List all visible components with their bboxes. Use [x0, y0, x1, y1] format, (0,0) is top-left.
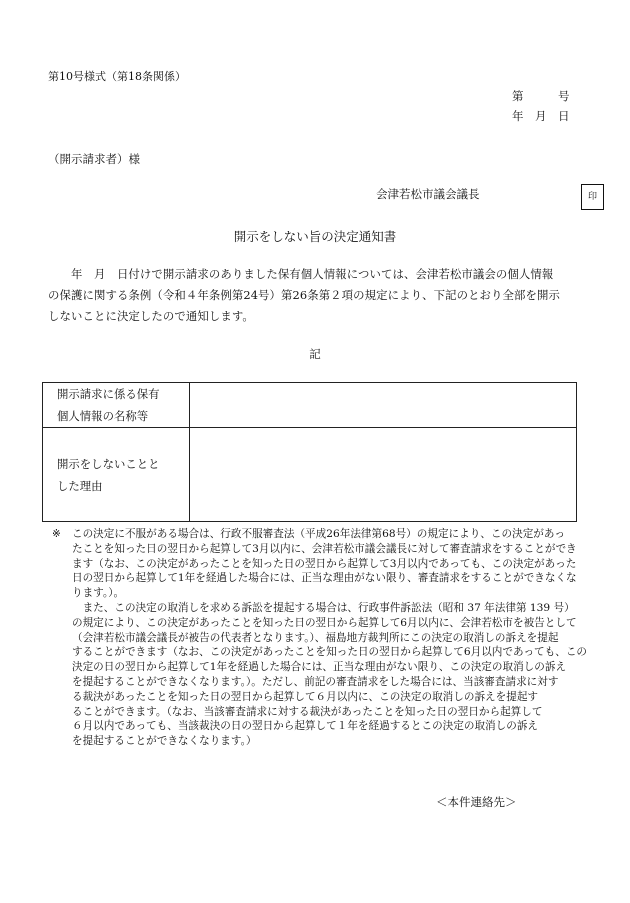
body-line: 年 月 日付けで開示請求のありました保有個人情報については、会津若松市議会の個人情報 — [48, 267, 554, 281]
row-value-info-name — [190, 383, 577, 428]
note-mark: ※ — [52, 528, 61, 540]
note-line: ることができます。（なお、当該審査請求に対する裁決があったことを知った日の翌日から起算して — [72, 705, 543, 718]
body-line: の保護に関する条例（令和４年条例第24号）第26条第２項の規定により、下記のとおり全部を開示 — [48, 288, 560, 302]
note-line: を提起することができなくなります。） — [72, 735, 257, 748]
seal-box: 印 — [581, 184, 604, 210]
label-line: 開示をしないことと — [57, 456, 160, 471]
ki-heading: 記 — [309, 347, 321, 361]
note-line: ６月以内であっても、当該裁決の日の翌日から起算して１年を経過するとこの決定の取消しの訴え — [72, 720, 539, 733]
table-row — [43, 428, 577, 522]
table-row — [43, 383, 577, 428]
note-line: （会津若松市議会議長が被告の代表者となります。）、福島地方裁判所にこの決定の取消しの訴えを提起 — [72, 631, 559, 644]
recipient-name: （開示請求者）様 — [48, 152, 140, 166]
appeal-note — [52, 527, 592, 749]
note-line: ます（なお、この決定があったことを知った日の翌日から起算して3月以内であっても、この決定があった — [72, 557, 577, 570]
note-line: ります。）。 — [72, 587, 125, 600]
row-label-reason — [43, 428, 190, 522]
info-table — [42, 382, 577, 522]
document-number: 第 号 — [512, 89, 570, 103]
note-body — [52, 527, 592, 749]
row-value-reason — [190, 428, 577, 522]
label-line: した理由 — [57, 478, 103, 493]
note-line: 決定の日の翌日から起算して1年を経過した場合には、正当な理由がない限り、この決定の取消しの訴え — [72, 661, 567, 674]
note-line: 日の翌日から起算して1年を経過した場合には、正当な理由がない限り、審査請求をすることができなくな — [72, 572, 577, 585]
document-date: 年 月 日 — [512, 109, 570, 123]
issuer-name: 会津若松市議会議長 — [376, 187, 480, 201]
note-line: この決定に不服がある場合は、行政不服審査法（平成26年法律第68号）の規定により、この決定があっ — [72, 528, 565, 540]
body-paragraph — [48, 264, 590, 327]
form-number: 第10号様式（第18条関係） — [48, 70, 186, 83]
note-line: を提起することができなくなります。）。ただし、前記の審査請求をした場合には、当該審査請求に対す — [72, 675, 559, 688]
label-line: 開示請求に係る保有 — [57, 387, 160, 401]
note-line: また、この決定の取消しを求める訴訟を提起する場合は、行政事件訴訟法（昭和 37 年法律第 139 号） — [72, 601, 575, 614]
row-label-info-name — [43, 383, 190, 428]
note-line: することができます（なお、この決定があったことを知った日の翌日から起算して6月以内であっても、この — [72, 646, 588, 659]
note-line: たことを知った日の翌日から起算して3月以内に、会津若松市議会議長に対して審査請求をすることができ — [72, 542, 577, 555]
document-title: 開示をしない旨の決定通知書 — [233, 229, 397, 244]
note-line: る裁決があったことを知った日の翌日から起算して６月以内に、この決定の取消しの訴えを提起す — [72, 690, 539, 703]
label-line: 個人情報の名称等 — [57, 409, 149, 423]
contact-heading: ＜本件連絡先＞ — [436, 795, 517, 809]
note-line: の規定により、この決定があったことを知った日の翌日から起算して6月以内に、会津若松市を被告として — [72, 616, 577, 629]
body-line: しないことに決定したので通知します。 — [48, 309, 254, 323]
